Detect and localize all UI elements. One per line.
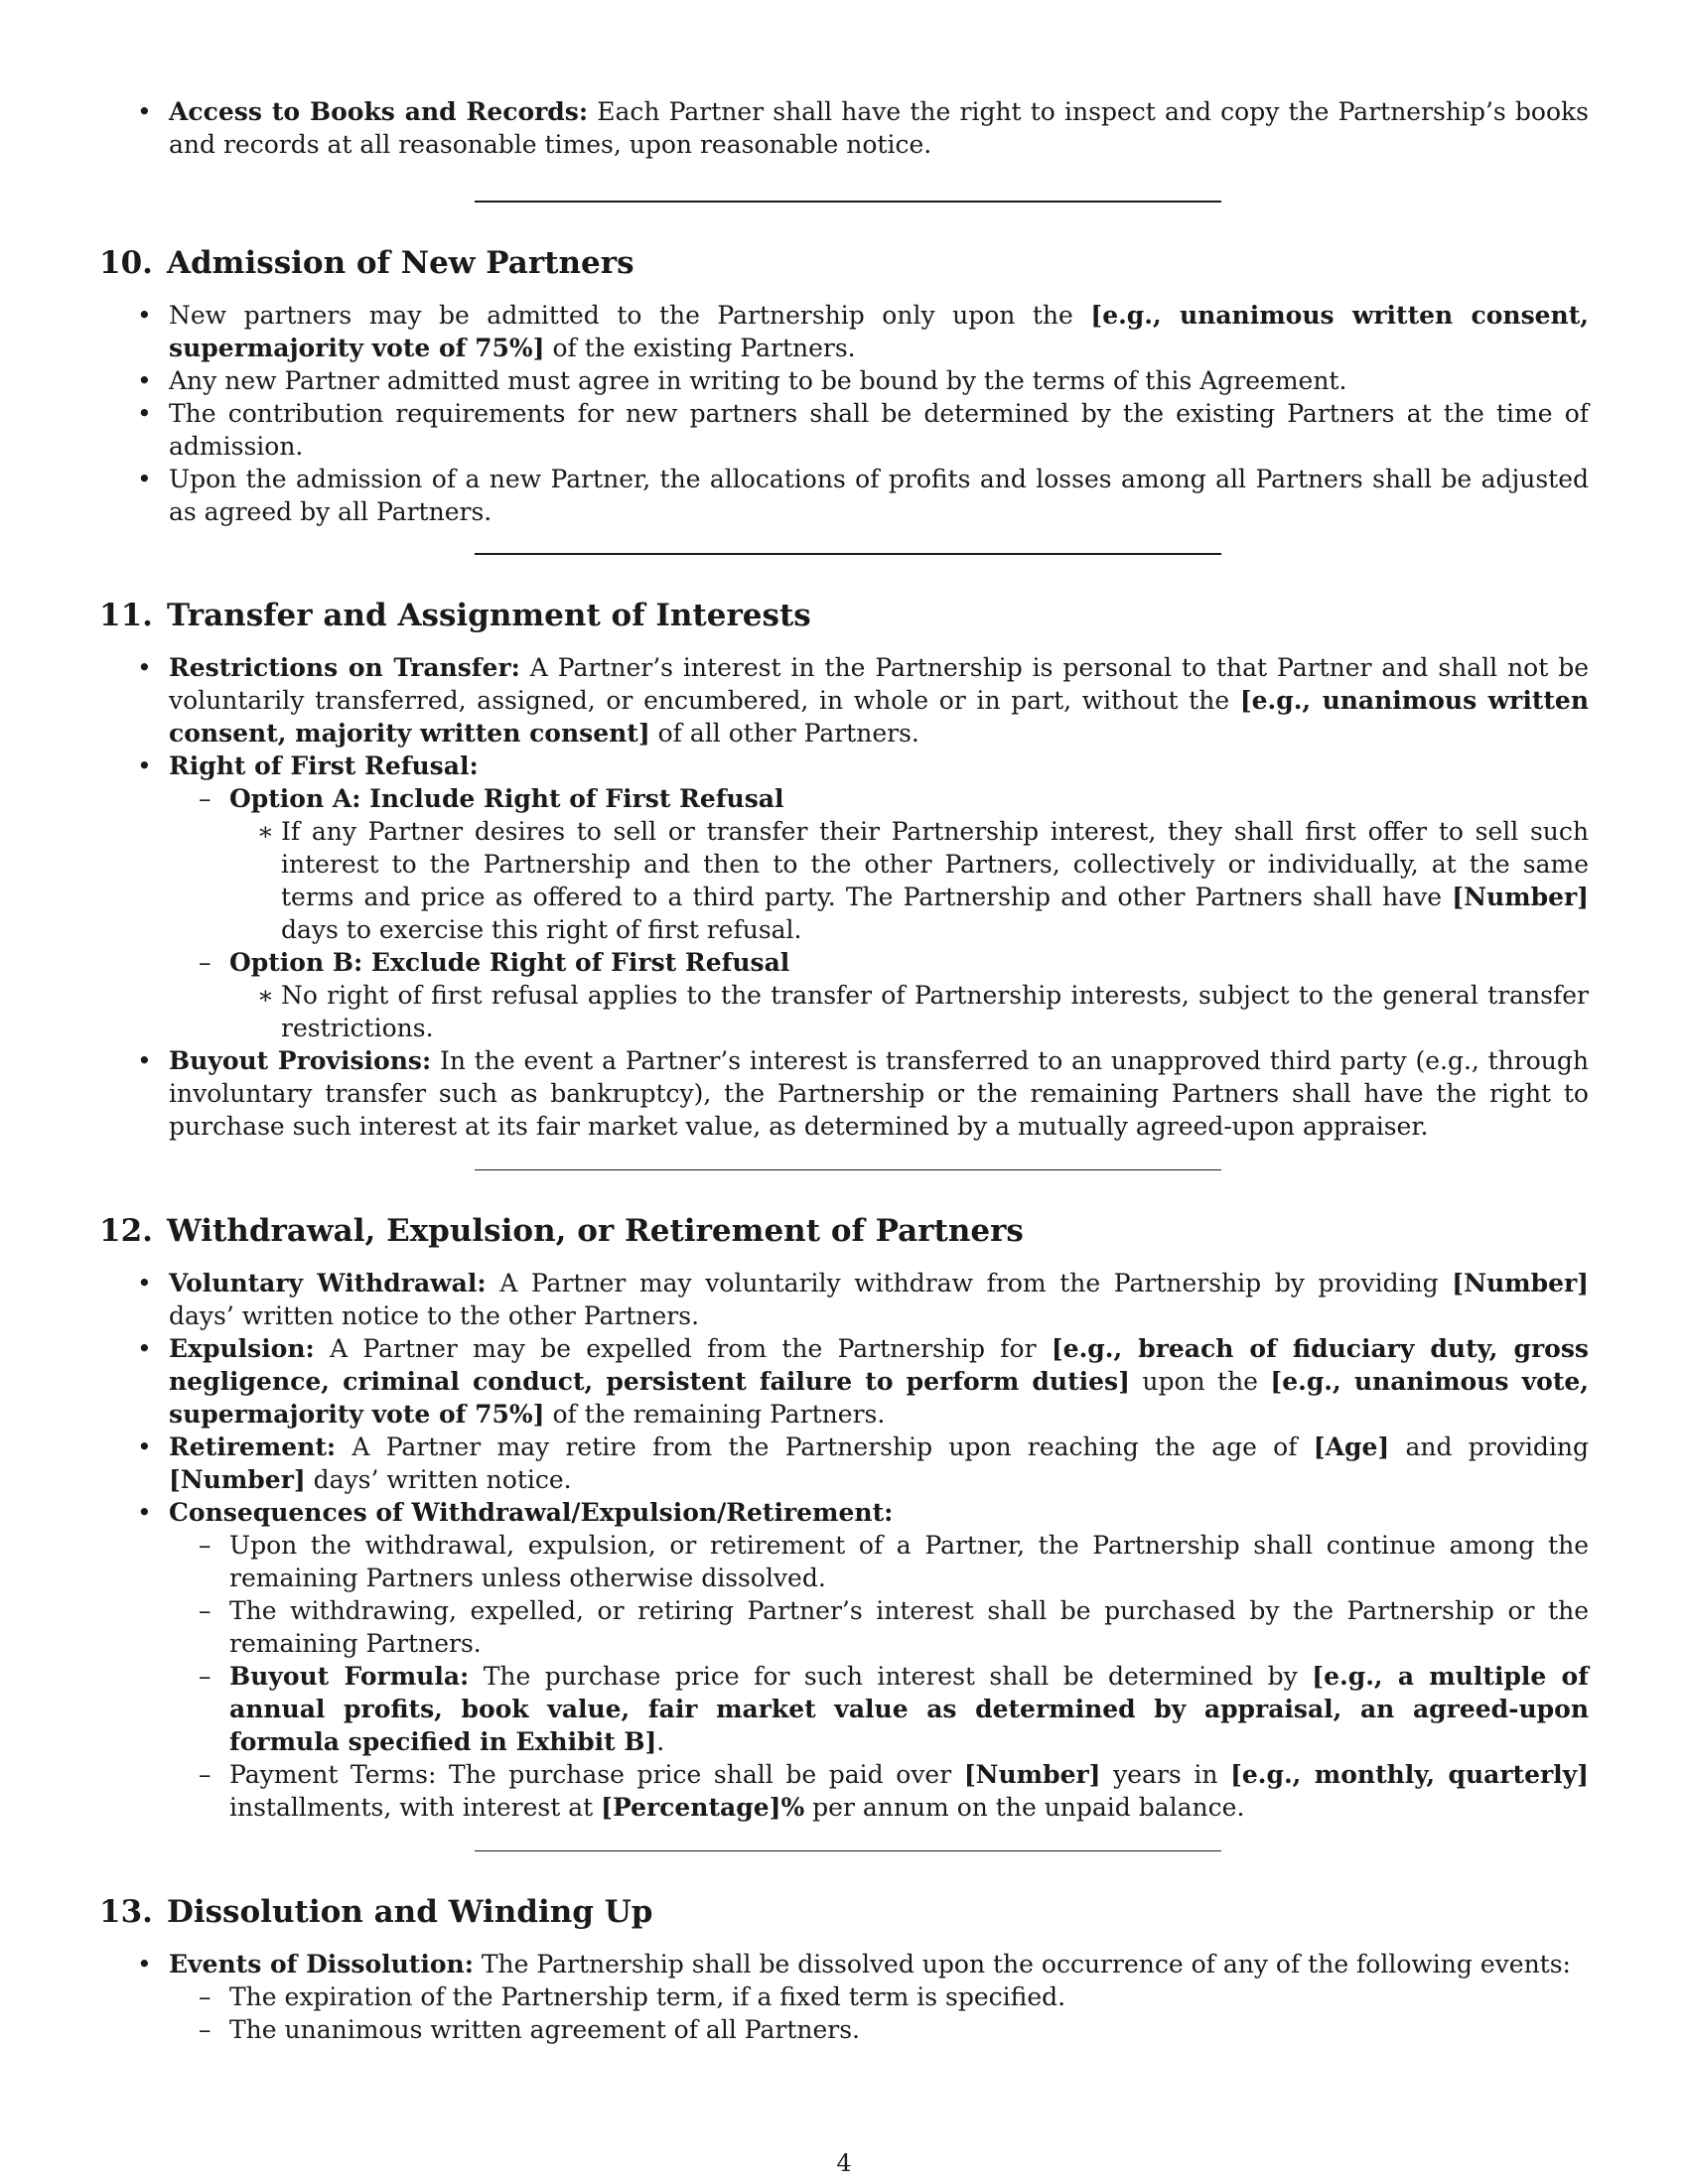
list-item: • Consequences of Withdrawal/Expulsion/Retirement: – Upon the withdrawal, expulsion, or retirement of a Partner, the Partnership shall continue among the remaining Partners unless otherwise dissolved. – The withdrawing, expelled, or retiring Partner’s interest shall be purchased by the Partnership or the remaining Partners. – Buyout Formula: The purchase price for such interest shall be determined by [e.g., a multiple of annual profits, book value, fair market value as determined by appraisal, an agreed-upon formula specified in Exhibit B]. – Payment Terms: The purchase price shall be paid over [Number] years in [e.g., monthly, quarterly] installments, with interest at [Percentage]% per annum on the unpaid balance.: [99, 1496, 1589, 1824]
sub-list-item: – The withdrawing, expelled, or retiring Partner’s interest shall be purchased by the Partnership or the remaining Partners.: [169, 1594, 1589, 1660]
section-heading-12: 12. Withdrawal, Expulsion, or Retirement of Partners: [99, 1213, 1024, 1249]
sub-list-item: – Payment Terms: The purchase price shall be paid over [Number] years in [e.g., monthly, quarterly] installments, with interest at [Percentage]% per annum on the unpaid balance.: [169, 1758, 1589, 1824]
list-item: • Access to Books and Records: Each Partner shall have the right to inspect and copy the Partnership’s books and records at all reasonable times, upon reasonable notice.: [99, 95, 1589, 161]
section-9-list: [99, 95, 1589, 161]
section-heading-10: 10. Admission of New Partners: [99, 245, 634, 281]
section-10-list: [99, 299, 1589, 528]
list-item: • Voluntary Withdrawal: A Partner may voluntarily withdraw from the Partnership by providing [Number] days’ written notice to the other Partners.: [99, 1267, 1589, 1332]
section-heading-13: 13. Dissolution and Winding Up: [99, 1894, 653, 1930]
list-item: • Right of First Refusal: – Option A: Include Right of First Refusal ∗ If any Partner desires to sell or transfer their Partnership interest, they shall first offer to sell such interest to the Partnership and then to the other Partners, collectively or individually, at the same terms and price as offered to a third party. The Partnership and other Partners shall have [Number] days to exercise this right of first refusal. – Option B: Exclude Right of First Refusal ∗ No right of first refusal applies to the transfer of Partnership interests, subject to the general transfer restrictions.: [99, 750, 1589, 1044]
section-divider: [475, 201, 1221, 203]
sub-sub-list-item: ∗ No right of first refusal applies to the transfer of Partnership interests, subject to the general transfer restrictions.: [229, 979, 1589, 1044]
item-label: Access to Books and Records:: [169, 97, 589, 126]
section-heading-11: 11. Transfer and Assignment of Interests: [99, 598, 811, 633]
sub-sub-list-item: ∗ If any Partner desires to sell or transfer their Partnership interest, they shall first offer to sell such interest to the Partnership and then to the other Partners, collectively or individually, at the same terms and price as offered to a third party. The Partnership and other Partners shall have [Number] days to exercise this right of first refusal.: [229, 815, 1589, 946]
rofr-options: [169, 782, 1589, 1044]
list-item: • Upon the admission of a new Partner, the allocations of profits and losses among all Partners shall be adjusted as agreed by all Partners.: [99, 463, 1589, 528]
dissolution-events-list: [169, 1980, 1589, 2046]
sub-list-item: – Upon the withdrawal, expulsion, or retirement of a Partner, the Partnership shall continue among the remaining Partners unless otherwise dissolved.: [169, 1529, 1589, 1594]
sub-list-item: – Option A: Include Right of First Refusal ∗ If any Partner desires to sell or transfer their Partnership interest, they shall first offer to sell such interest to the Partnership and then to the other Partners, collectively or individually, at the same terms and price as offered to a third party. The Partnership and other Partners shall have [Number] days to exercise this right of first refusal.: [169, 782, 1589, 946]
list-item: • Events of Dissolution: The Partnership shall be dissolved upon the occurrence of any of the following events: – The expiration of the Partnership term, if a fixed term is specified. – The unanimous written agreement of all Partners.: [99, 1948, 1589, 2046]
consequences-list: [169, 1529, 1589, 1824]
section-12-list: [99, 1267, 1589, 1824]
page-number: 4: [836, 2149, 852, 2177]
section-divider: [475, 1850, 1221, 1851]
sub-list-item: – Buyout Formula: The purchase price for such interest shall be determined by [e.g., a multiple of annual profits, book value, fair market value as determined by appraisal, an agreed-upon formula specified in Exhibit B].: [169, 1660, 1589, 1758]
section-divider: [475, 1169, 1221, 1170]
sub-list-item: – Option B: Exclude Right of First Refusal ∗ No right of first refusal applies to the transfer of Partnership interests, subject to the general transfer restrictions.: [169, 946, 1589, 1044]
list-item: • The contribution requirements for new partners shall be determined by the existing Partners at the time of admission.: [99, 397, 1589, 463]
list-item: • Restrictions on Transfer: A Partner’s interest in the Partnership is personal to that Partner and shall not be voluntarily transferred, assigned, or encumbered, in whole or in part, without the [e.g., unanimous written consent, majority written consent] of all other Partners.: [99, 651, 1589, 750]
section-13-list: [99, 1948, 1589, 2046]
document-page: [99, 95, 1589, 2046]
section-divider: [475, 553, 1221, 555]
list-item: • Any new Partner admitted must agree in writing to be bound by the terms of this Agreement.: [99, 364, 1589, 397]
sub-list-item: – The unanimous written agreement of all Partners.: [169, 2013, 1589, 2046]
list-item: • New partners may be admitted to the Partnership only upon the [e.g., unanimous written consent, supermajority vote of 75%] of the existing Partners.: [99, 299, 1589, 364]
section-11-list: [99, 651, 1589, 1143]
sub-list-item: – The expiration of the Partnership term, if a fixed term is specified.: [169, 1980, 1589, 2013]
list-item: • Expulsion: A Partner may be expelled from the Partnership for [e.g., breach of fiduciary duty, gross negligence, criminal conduct, persistent failure to perform duties] upon the [e.g., unanimous vote, supermajority vote of 75%] of the remaining Partners.: [99, 1332, 1589, 1431]
list-item: • Retirement: A Partner may retire from the Partnership upon reaching the age of [Age] and providing [Number] days’ written notice.: [99, 1431, 1589, 1496]
list-item: • Buyout Provisions: In the event a Partner’s interest is transferred to an unapproved third party (e.g., through involuntary transfer such as bankruptcy), the Partnership or the remaining Partners shall have the right to purchase such interest at its fair market value, as determined by a mutually agreed-upon appraiser.: [99, 1044, 1589, 1143]
